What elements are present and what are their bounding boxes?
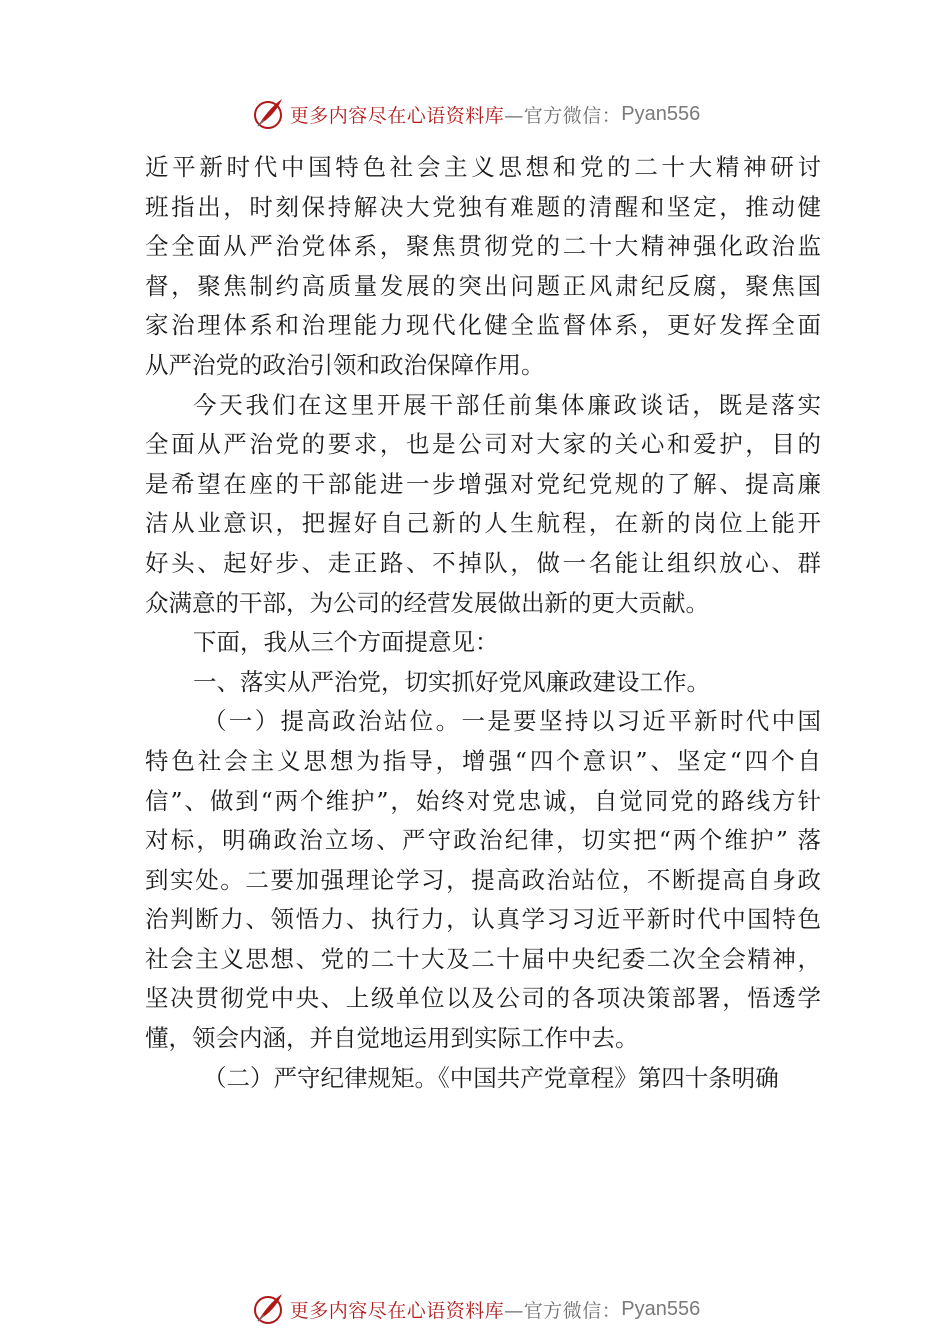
text-line: 下面，我从三个方面提意见： <box>193 628 499 657</box>
text-line: 对标，明确政治立场、严守政治纪律，切实把“两个维护” 落 <box>145 826 821 855</box>
text-line: 家治理体系和治理能力现代化健全监督体系，更好发挥全面 <box>145 311 821 340</box>
text-line: 好头、起好步、走正路、不掉队，做一名能让组织放心、群 <box>145 548 821 577</box>
footer-site-name: 更多内容尽在心语资料库 <box>289 1299 505 1322</box>
body-text <box>145 148 821 1098</box>
text-line: 到实处。二要加强理论学习，提高政治站位，不断提高自身政 <box>145 865 821 894</box>
text-line: 班指出，时刻保持解决大党独有难题的清醒和坚定，推动健 <box>145 192 821 221</box>
header-site-name: 更多内容尽在心语资料库 <box>289 104 505 127</box>
header-wechat-label: —官方微信： <box>504 104 622 127</box>
text-line: 是希望在座的干部能进一步增强对党纪党规的了解、提高廉 <box>145 469 821 498</box>
text-line: （一）提高政治站位。一是要坚持以习近平新时代中国 <box>203 707 821 736</box>
text-line: 全全面从严治党体系，聚焦贯彻党的二十大精神强化政治监 <box>145 232 821 261</box>
quill-pen-icon <box>250 1291 286 1327</box>
footer-wechat-id: Pyan556 <box>621 1297 701 1320</box>
header-banner <box>0 94 950 134</box>
text-line: 懂，领会内涵，并自觉地运用到实际工作中去。 <box>145 1024 639 1053</box>
quill-pen-icon <box>250 96 286 132</box>
header-wechat-id: Pyan556 <box>621 102 701 125</box>
text-line: 社会主义思想、党的二十大及二十届中央纪委二次全会精神， <box>145 944 821 973</box>
text-line: 近平新时代中国特色社会主义思想和党的二十大精神研讨 <box>145 153 821 181</box>
text-line: 督，聚焦制约高质量发展的突出问题正风肃纪反腐，聚焦国 <box>145 271 821 300</box>
text-line: 特色社会主义思想为指导，增强“四个意识”、坚定“四个自 <box>145 746 821 775</box>
footer-banner <box>0 1289 950 1329</box>
text-line: 从严治党的政治引领和政治保障作用。 <box>145 350 545 379</box>
text-line: 信”、做到“两个维护”，始终对党忠诚，自觉同党的路线方针 <box>145 786 821 815</box>
text-line: 洁从业意识，把握好自己新的人生航程，在新的岗位上能开 <box>145 509 821 538</box>
section-heading: 一、落实从严治党，切实抓好党风廉政建设工作。 <box>193 667 710 696</box>
text-line: 众满意的干部，为公司的经营发展做出新的更大贡献。 <box>145 588 709 617</box>
text-line: 坚决贯彻党中央、上级单位以及公司的各项决策部署，悟透学 <box>145 984 821 1013</box>
text-line: 今天我们在这里开展干部任前集体廉政谈话，既是落实 <box>193 390 821 419</box>
footer-wechat-label: —官方微信： <box>504 1299 622 1322</box>
text-line: 全面从严治党的要求，也是公司对大家的关心和爱护，目的 <box>145 430 821 459</box>
text-line: （二）严守纪律规矩。《中国共产党章程》第四十条明确 <box>203 1063 779 1092</box>
text-line: 治判断力、领悟力、执行力，认真学习习近平新时代中国特色 <box>145 905 821 934</box>
